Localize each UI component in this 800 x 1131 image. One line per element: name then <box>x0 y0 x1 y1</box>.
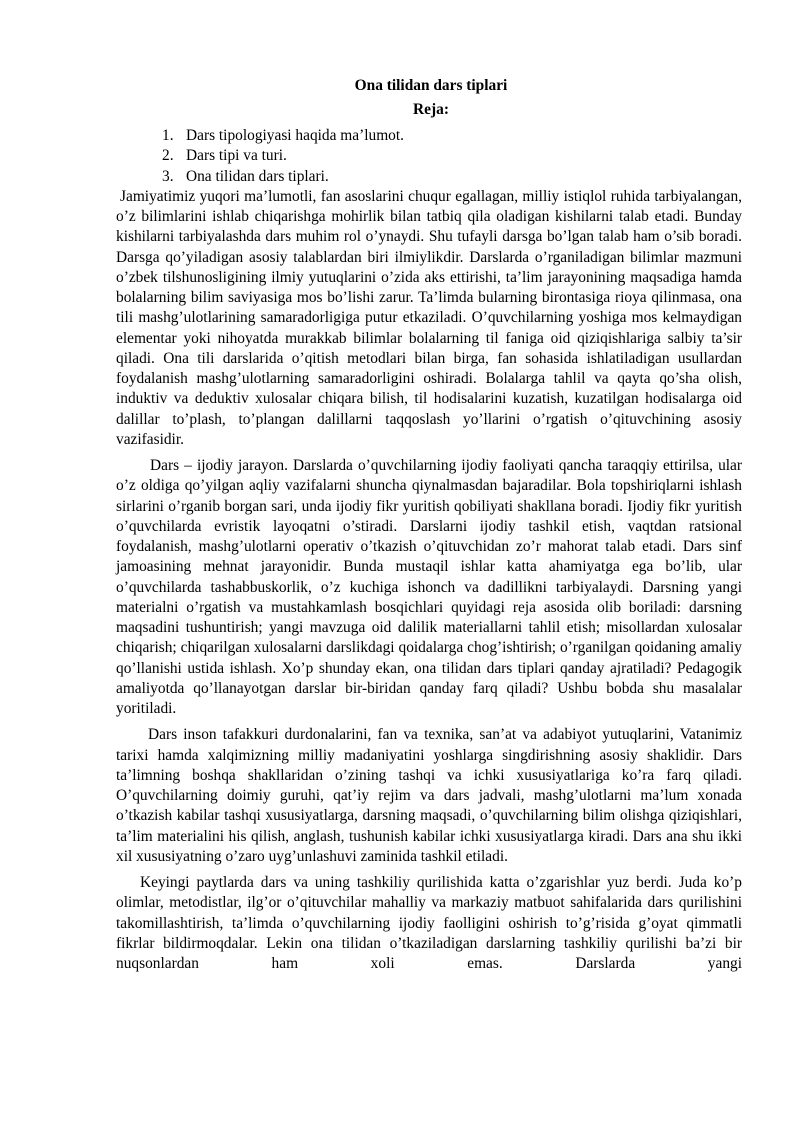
plan-item-number: 3. <box>162 167 174 185</box>
body-paragraph: Jamiyatimiz yuqori ma’lumotli, fan asoslarini chuqur egallagan, milliy istiqlol ruhida tarbiyalangan, o’z bilimlarini ishlab chiqarishga mohirlik bilan tatbiq qila oladigan kishilarni talab etadi. Bunday kishilarni tarbiyalashda dars muhim rol o’ynaydi. Shu tufayli darsga bo’lgan talab ham o’sib boradi. Darsga qo’yiladigan asosiy talablardan biri ilmiylikdir. Darslarda o’rganiladigan bilimlar mazmuni o’zbek tilshunosligining ilmiy yutuqlarini o’zida aks ettirishi, ta’lim jarayonining maqsadiga hamda bolalarning bilim saviyasiga mos bo’lishi zarur. Ta’limda bularning birontasiga rioya qilinmasa, ona tili mashg’ulotlarining samaradorligiga putur etkaziladi. O’quvchilarning yoshiga mos kelmaydigan elementar yoki nihoyatda murakkab bilimlar bolalarning til faniga oid qiziqishlariga salbiy ta’sir qiladi. Ona tili darslarida o’qitish metodlari bilan birga, fan sohasida ishlatiladigan usullardan foydalanish mashg’ulotlarning samaradorligini oshiradi. Bolalarga tahlil va qayta qo’sha olish, induktiv va deduktiv xulosalar chiqara bilish, til hodisalarini kuzatish, kuzatilgan hodisalarga oid dalillar to’plash, to’plangan dalillarni taqqoslash yo’llarini o’rgatish o’qituvchining asosiy vazifasidir. <box>116 187 742 448</box>
plan-item-number: 1. <box>162 127 174 144</box>
body-paragraph: Keyingi paytlarda dars va uning tashkiliy qurilishida katta o’zgarishlar yuz berdi. Juda ko’p olimlar, metodistlar, ilg’or o’qituvchilar mahalliy va markaziy matbuot sahifalarida dars qurilishini takomillashtirish, ta’limda o’quvchilarning ijodiy faolligini oshirish to’g’risida g’oyat qimmatli fikrlar bildirmoqdalar. Lekin ona tilidan o’tkaziladigan darslarning tashkiliy qurilishi ba’zi bir nuqsonlardan ham xoli emas. Darslarda yangi <box>116 874 742 972</box>
plan-item-text: Ona tilidan dars tiplari. <box>186 167 329 185</box>
document-page <box>116 76 742 974</box>
plan-item <box>162 167 742 187</box>
plan-item-number: 2. <box>162 147 174 165</box>
plan-heading: Reja: <box>413 101 449 118</box>
document-title: Ona tilidan dars tiplari <box>354 77 508 94</box>
body-paragraph: Dars – ijodiy jarayon. Darslarda o’quvchilarning ijodiy faoliyati qancha taraqqiy ettirilsa, ular o’z oldiga qo’yilgan aqliy vazifalarni shuncha qiynalmasdan bajaradilar. Bola topshiriqlarni ishlash sirlarini o’rganib borgan sari, unda ijodiy fikr yuritish qobiliyati shakllana boradi. Ijodiy fikr yuritish o’quvchilarda evristik layoqatni o’stiradi. Darslarni ijodiy tashkil etish, vaqtdan ratsional foydalanish, mashg’ulotlarni operativ o’tkazish o’qituvchidan zo’r mahorat talab etadi. Dars sinf jamoasining mehnat jarayonidir. Bunda mustaqil ishlar katta ahamiyatga ega bo’lib, ular o’quvchilarda tashabbuskorlik, o’z kuchiga ishonch va dadillikni tarbiyalaydi. Darsning yangi materialni o’rgatish va mustahkamlash bosqichlari quyidagi reja asosida olib boriladi: darsning maqsadini tushuntirish; yangi mavzuga oid dalilik materiallarni tahlil etish; misollardan xulosalar chiqarish; chiqarilgan xulosalarni darslikdagi qoidalarga chog’ishtirish; o’rganilgan qoidaning amaliy qo’llanishi ustida ishlash. Xo’p shunday ekan, ona tilidan dars tiplari qanday ajratiladi? Pedagogik amaliyotda qo’llanayotgan darslar bir-biridan qanday farq qiladi? Ushbu bobda shu masalalar yoritiladi. <box>116 457 742 717</box>
plan-item-text: Dars tipi va turi. <box>186 147 287 165</box>
body-paragraph: Dars inson tafakkuri durdonalarini, fan va texnika, san’at va adabiyot yutuqlarini, Vatanimiz tarixi hamda xalqimizning milliy madaniyatini yoshlarga singdirishning asosiy shaklidir. Dars ta’limning boshqa shakllaridan o’zining tashqi va ichki xususiyatlariga ko’ra farq qiladi. O’quvchilarning doimiy guruhi, qat’iy rejim va dars jadvali, mashg’ulotlarni ma’lum xonada o’tkazish kabilar tashqi xususiyatlarga, darsning maqsadi, o’quvchilarning bilim olishga qiziqishlari, ta’lim materialini his qilish, anglash, tushunish kabilar ichki xususiyatlarga kiradi. Dars ana shu ikki xil xususiyatning o’zaro uyg’unlashuvi zaminida tashkil etiladi. <box>116 726 742 865</box>
plan-item <box>162 126 742 146</box>
plan-list <box>116 126 742 187</box>
plan-item <box>162 146 742 166</box>
plan-item-text: Dars tipologiyasi haqida ma’lumot. <box>186 127 404 144</box>
